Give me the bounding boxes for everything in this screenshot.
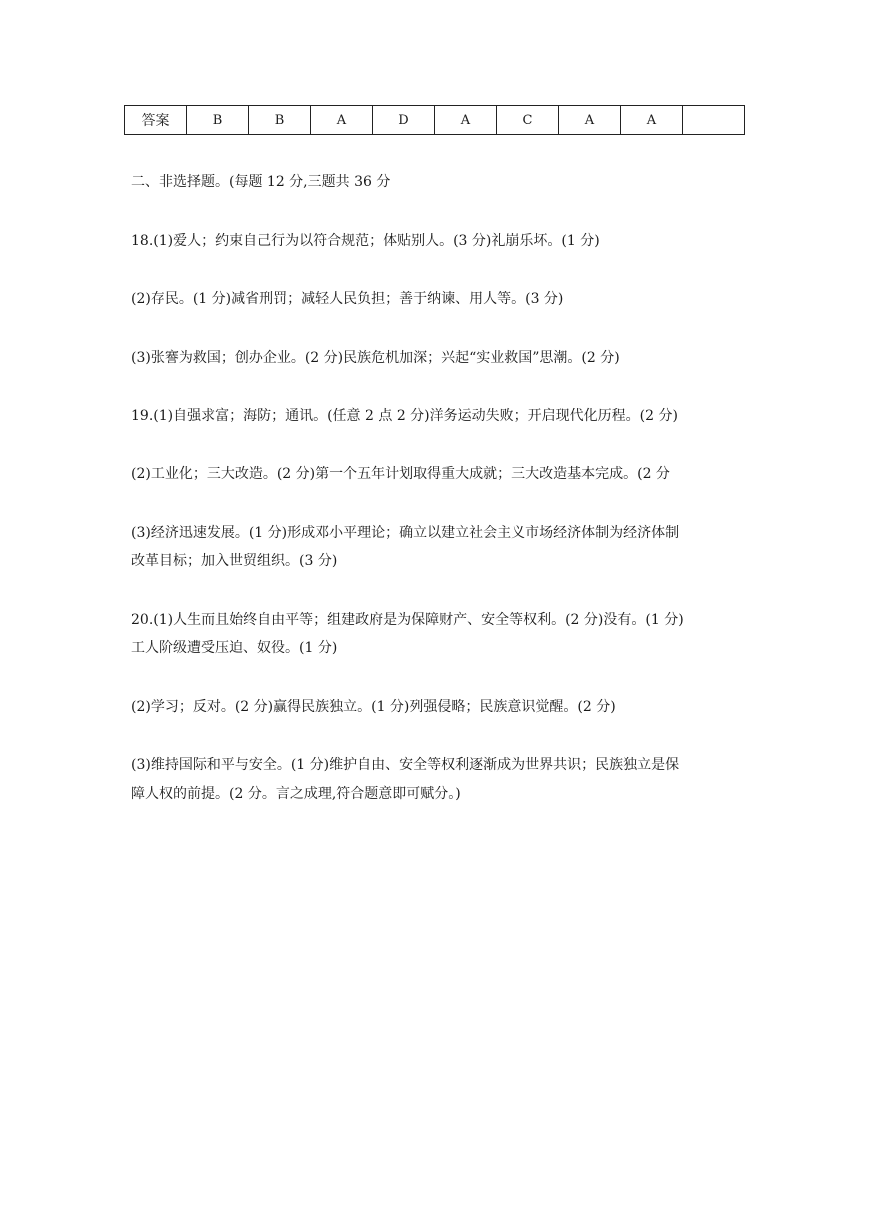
q20-part2: (2)学习；反对。(2 分)赢得民族独立。(1 分)列强侵略；民族意识觉醒。(2 分) [131,699,616,715]
answer-row [125,106,745,135]
answer-cell-16: A [559,106,621,135]
answer-cell-13: D [373,106,435,135]
answer-cell-17: A [621,106,683,135]
q19-part3-line2: 改革目标；加入世贸组织。(3 分) [131,553,338,569]
q18-part1: 18.(1)爱人；约束自己行为以符合规范；体贴别人。(3 分)礼崩乐坏。(1 分) [131,233,600,249]
q20-part3-line1: (3)维持国际和平与安全。(1 分)维护自由、安全等权利逐渐成为世界共识；民族独立是保 [131,757,680,773]
answer-cell-10: B [187,106,249,135]
q20-part1-line1: 20.(1)人生而且始终自由平等；组建政府是为保障财产、安全等权利。(2 分)没有。(1 分) [131,612,684,628]
q19-part3-line1: (3)经济迅速发展。(1 分)形成邓小平理论；确立以建立社会主义市场经济体制为经济体制 [131,525,680,541]
answer-cell-empty [683,106,745,135]
answer-label-cell: 答案 [125,106,187,135]
answer-cell-15: C [497,106,559,135]
answer-cell-12: A [311,106,373,135]
answer-cell-11: B [249,106,311,135]
q20-part1-line2: 工人阶级遭受压迫、奴役。(1 分) [131,640,338,656]
q19-part1: 19.(1)自强求富；海防；通讯。(任意 2 点 2 分)洋务运动失败；开启现代化历程。(2 分) [131,408,678,424]
answer-cell-14: A [435,106,497,135]
q19-part2: (2)工业化；三大改造。(2 分)第一个五年计划取得重大成就；三大改造基本完成。(2 分 [131,466,670,482]
answer-table [124,105,745,135]
q18-part2: (2)存民。(1 分)减省刑罚；减轻人民负担；善于纳谏、用人等。(3 分) [131,291,564,307]
section-two-heading: 二、非选择题。(每题 12 分,三题共 36 分 [131,174,391,190]
q18-part3: (3)张謇为救国；创办企业。(2 分)民族危机加深；兴起“实业救国”思潮。(2 分) [131,350,620,366]
q20-part3-line2: 障人权的前提。(2 分。言之成理,符合题意即可赋分。) [131,786,461,802]
